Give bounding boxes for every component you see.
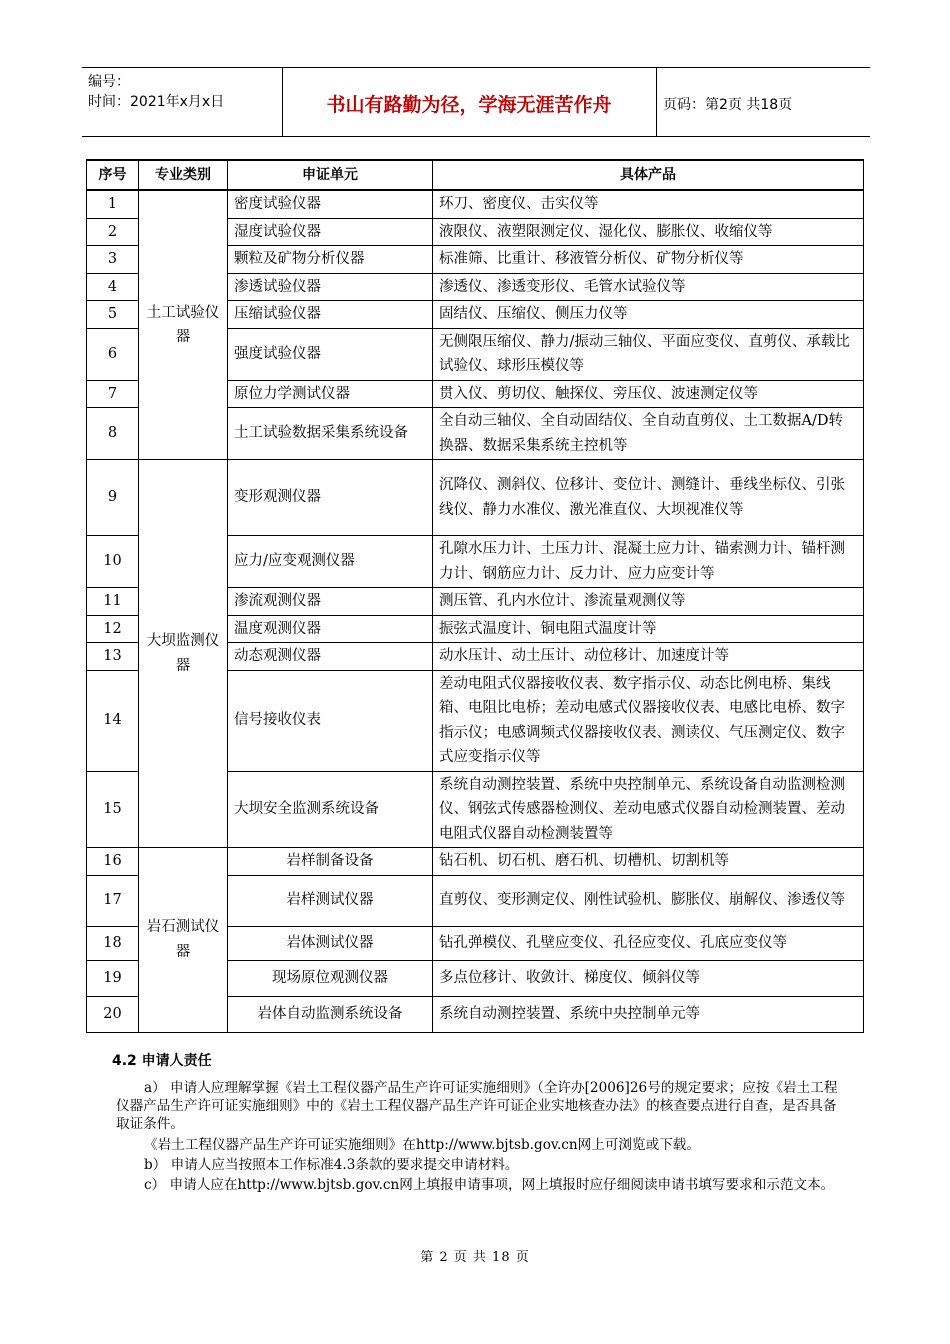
col-header-category: 专业类别 (139, 160, 228, 190)
row-number: 7 (87, 380, 139, 408)
header-page-info: 页码：第2页 共18页 (663, 97, 793, 113)
products-cell: 液限仪、液塑限测定仪、湿化仪、膨胀仪、收缩仪等 (433, 218, 864, 246)
unit-cell: 岩样制备设备 (228, 848, 433, 876)
category-cell: 大坝监测仪器 (139, 460, 228, 848)
row-number: 17 (87, 875, 139, 926)
col-header-products: 具体产品 (433, 160, 864, 190)
unit-cell: 岩体自动监测系统设备 (228, 996, 433, 1032)
row-number: 19 (87, 960, 139, 996)
category-cell: 土工试验仪器 (139, 190, 228, 460)
products-cell: 动水压计、动土压计、动位移计、加速度计等 (433, 643, 864, 671)
unit-cell: 温度观测仪器 (228, 615, 433, 643)
products-cell: 多点位移计、收敛计、梯度仪、倾斜仪等 (433, 960, 864, 996)
row-number: 14 (87, 670, 139, 771)
products-cell: 钻石机、切石机、磨石机、切槽机、切割机等 (433, 848, 864, 876)
paragraph: b） 申请人应当按照本工作标准4.3条款的要求提交申请材料。 (144, 1157, 519, 1173)
row-number: 5 (87, 301, 139, 329)
paragraph: c） 申请人应在http://www.bjtsb.gov.cn网上填报申请事项，网上填报时应仔细阅读申请书填写要求和示范文本。 (144, 1177, 835, 1193)
category-cell: 岩石测试仪器 (139, 848, 228, 1033)
row-number: 13 (87, 643, 139, 671)
row-number: 8 (87, 408, 139, 460)
products-cell: 无侧限压缩仪、静力/振动三轴仪、平面应变仪、直剪仪、承载比试验仪、球形压模仪等 (433, 328, 864, 380)
row-number: 2 (87, 218, 139, 246)
unit-cell: 动态观测仪器 (228, 643, 433, 671)
products-cell: 钻孔弹模仪、孔壁应变仪、孔径应变仪、孔底应变仪等 (433, 926, 864, 960)
table-body (87, 190, 864, 1032)
unit-cell: 岩体测试仪器 (228, 926, 433, 960)
unit-cell: 变形观测仪器 (228, 460, 433, 536)
products-cell: 固结仪、压缩仪、侧压力仪等 (433, 301, 864, 329)
products-cell: 全自动三轴仪、全自动固结仪、全自动直剪仪、土工数据A/D转换器、数据采集系统主控机等 (433, 408, 864, 460)
unit-cell: 压缩试验仪器 (228, 301, 433, 329)
header-divider (282, 68, 283, 136)
row-number: 20 (87, 996, 139, 1032)
products-cell: 差动电阻式仪器接收仪表、数字指示仪、动态比例电桥、集线箱、电阻比电桥；差动电感式仪器接收仪表、电感比电桥、数字指示仪；电感调频式仪器接收仪表、测读仪、气压测定仪、数字式应变指示仪等 (433, 670, 864, 771)
products-cell: 孔隙水压力计、土压力计、混凝土应力计、锚索测力计、锚杆测力计、钢筋应力计、反力计、应力应变计等 (433, 536, 864, 588)
row-number: 11 (87, 588, 139, 616)
products-cell: 渗透仪、渗透变形仪、毛管水试验仪等 (433, 273, 864, 301)
doc-number-label: 编号： (88, 74, 130, 90)
products-cell: 沉降仪、测斜仪、位移计、变位计、测缝计、垂线坐标仪、引张线仪、静力水准仪、激光准直仪、大坝视准仪等 (433, 460, 864, 536)
unit-cell: 岩样测试仪器 (228, 875, 433, 926)
table-row (87, 190, 864, 218)
header-motto: 书山有路勤为径，学海无涯苦作舟 (326, 94, 612, 116)
row-number: 15 (87, 771, 139, 848)
paragraph: a） 申请人应理解掌握《岩土工程仪器产品生产许可证实施细则》（全许办[2006]26号的规定要求；应按《岩土工程仪器产品生产许可证实施细则》中的《岩土工程仪器产品生产许可证企业实地核查办法》的核查要点进行自查，是否具备取证条件。 (116, 1080, 838, 1132)
unit-cell: 应力/应变观测仪器 (228, 536, 433, 588)
unit-cell: 原位力学测试仪器 (228, 380, 433, 408)
product-table (86, 159, 864, 1033)
unit-cell: 现场原位观测仪器 (228, 960, 433, 996)
products-cell: 振弦式温度计、铜电阻式温度计等 (433, 615, 864, 643)
col-header-unit: 申证单元 (228, 160, 433, 190)
products-cell: 贯入仪、剪切仪、触探仪、旁压仪、波速测定仪等 (433, 380, 864, 408)
row-number: 1 (87, 190, 139, 218)
products-cell: 系统自动测控装置、系统中央控制单元、系统设备自动监测检测仪、钢弦式传感器检测仪、差动电感式仪器自动检测装置、差动电阻式仪器自动检测装置等 (433, 771, 864, 848)
unit-cell: 渗流观测仪器 (228, 588, 433, 616)
unit-cell: 土工试验数据采集系统设备 (228, 408, 433, 460)
unit-cell: 渗透试验仪器 (228, 273, 433, 301)
products-cell: 标准筛、比重计、移液管分析仪、矿物分析仪等 (433, 246, 864, 274)
row-number: 16 (87, 848, 139, 876)
header-meta (88, 72, 224, 112)
table-header-row (87, 160, 864, 190)
row-number: 18 (87, 926, 139, 960)
table-row (87, 848, 864, 876)
unit-cell: 湿度试验仪器 (228, 218, 433, 246)
row-number: 9 (87, 460, 139, 536)
products-cell: 直剪仪、变形测定仪、刚性试验机、膨胀仪、崩解仪、渗透仪等 (433, 875, 864, 926)
products-cell: 环刀、密度仪、击实仪等 (433, 190, 864, 218)
unit-cell: 颗粒及矿物分析仪器 (228, 246, 433, 274)
products-cell: 系统自动测控装置、系统中央控制单元等 (433, 996, 864, 1032)
row-number: 4 (87, 273, 139, 301)
products-cell: 测压管、孔内水位计、渗流量观测仪等 (433, 588, 864, 616)
table-row (87, 460, 864, 536)
unit-cell: 强度试验仪器 (228, 328, 433, 380)
row-number: 12 (87, 615, 139, 643)
row-number: 10 (87, 536, 139, 588)
unit-cell: 密度试验仪器 (228, 190, 433, 218)
section-title: 4.2 申请人责任 (112, 1053, 212, 1069)
header-divider (656, 68, 657, 136)
col-header-no: 序号 (87, 160, 139, 190)
unit-cell: 信号接收仪表 (228, 670, 433, 771)
row-number: 6 (87, 328, 139, 380)
row-number: 3 (87, 246, 139, 274)
page-footer: 第 2 页 共 18 页 (420, 1250, 530, 1265)
paragraph: 《岩土工程仪器产品生产许可证实施细则》在http://www.bjtsb.gov.cn网上可浏览或下载。 (144, 1137, 700, 1153)
unit-cell: 大坝安全监测系统设备 (228, 771, 433, 848)
doc-date-label: 时间：2021年x月x日 (88, 94, 225, 110)
page-header (82, 67, 870, 137)
